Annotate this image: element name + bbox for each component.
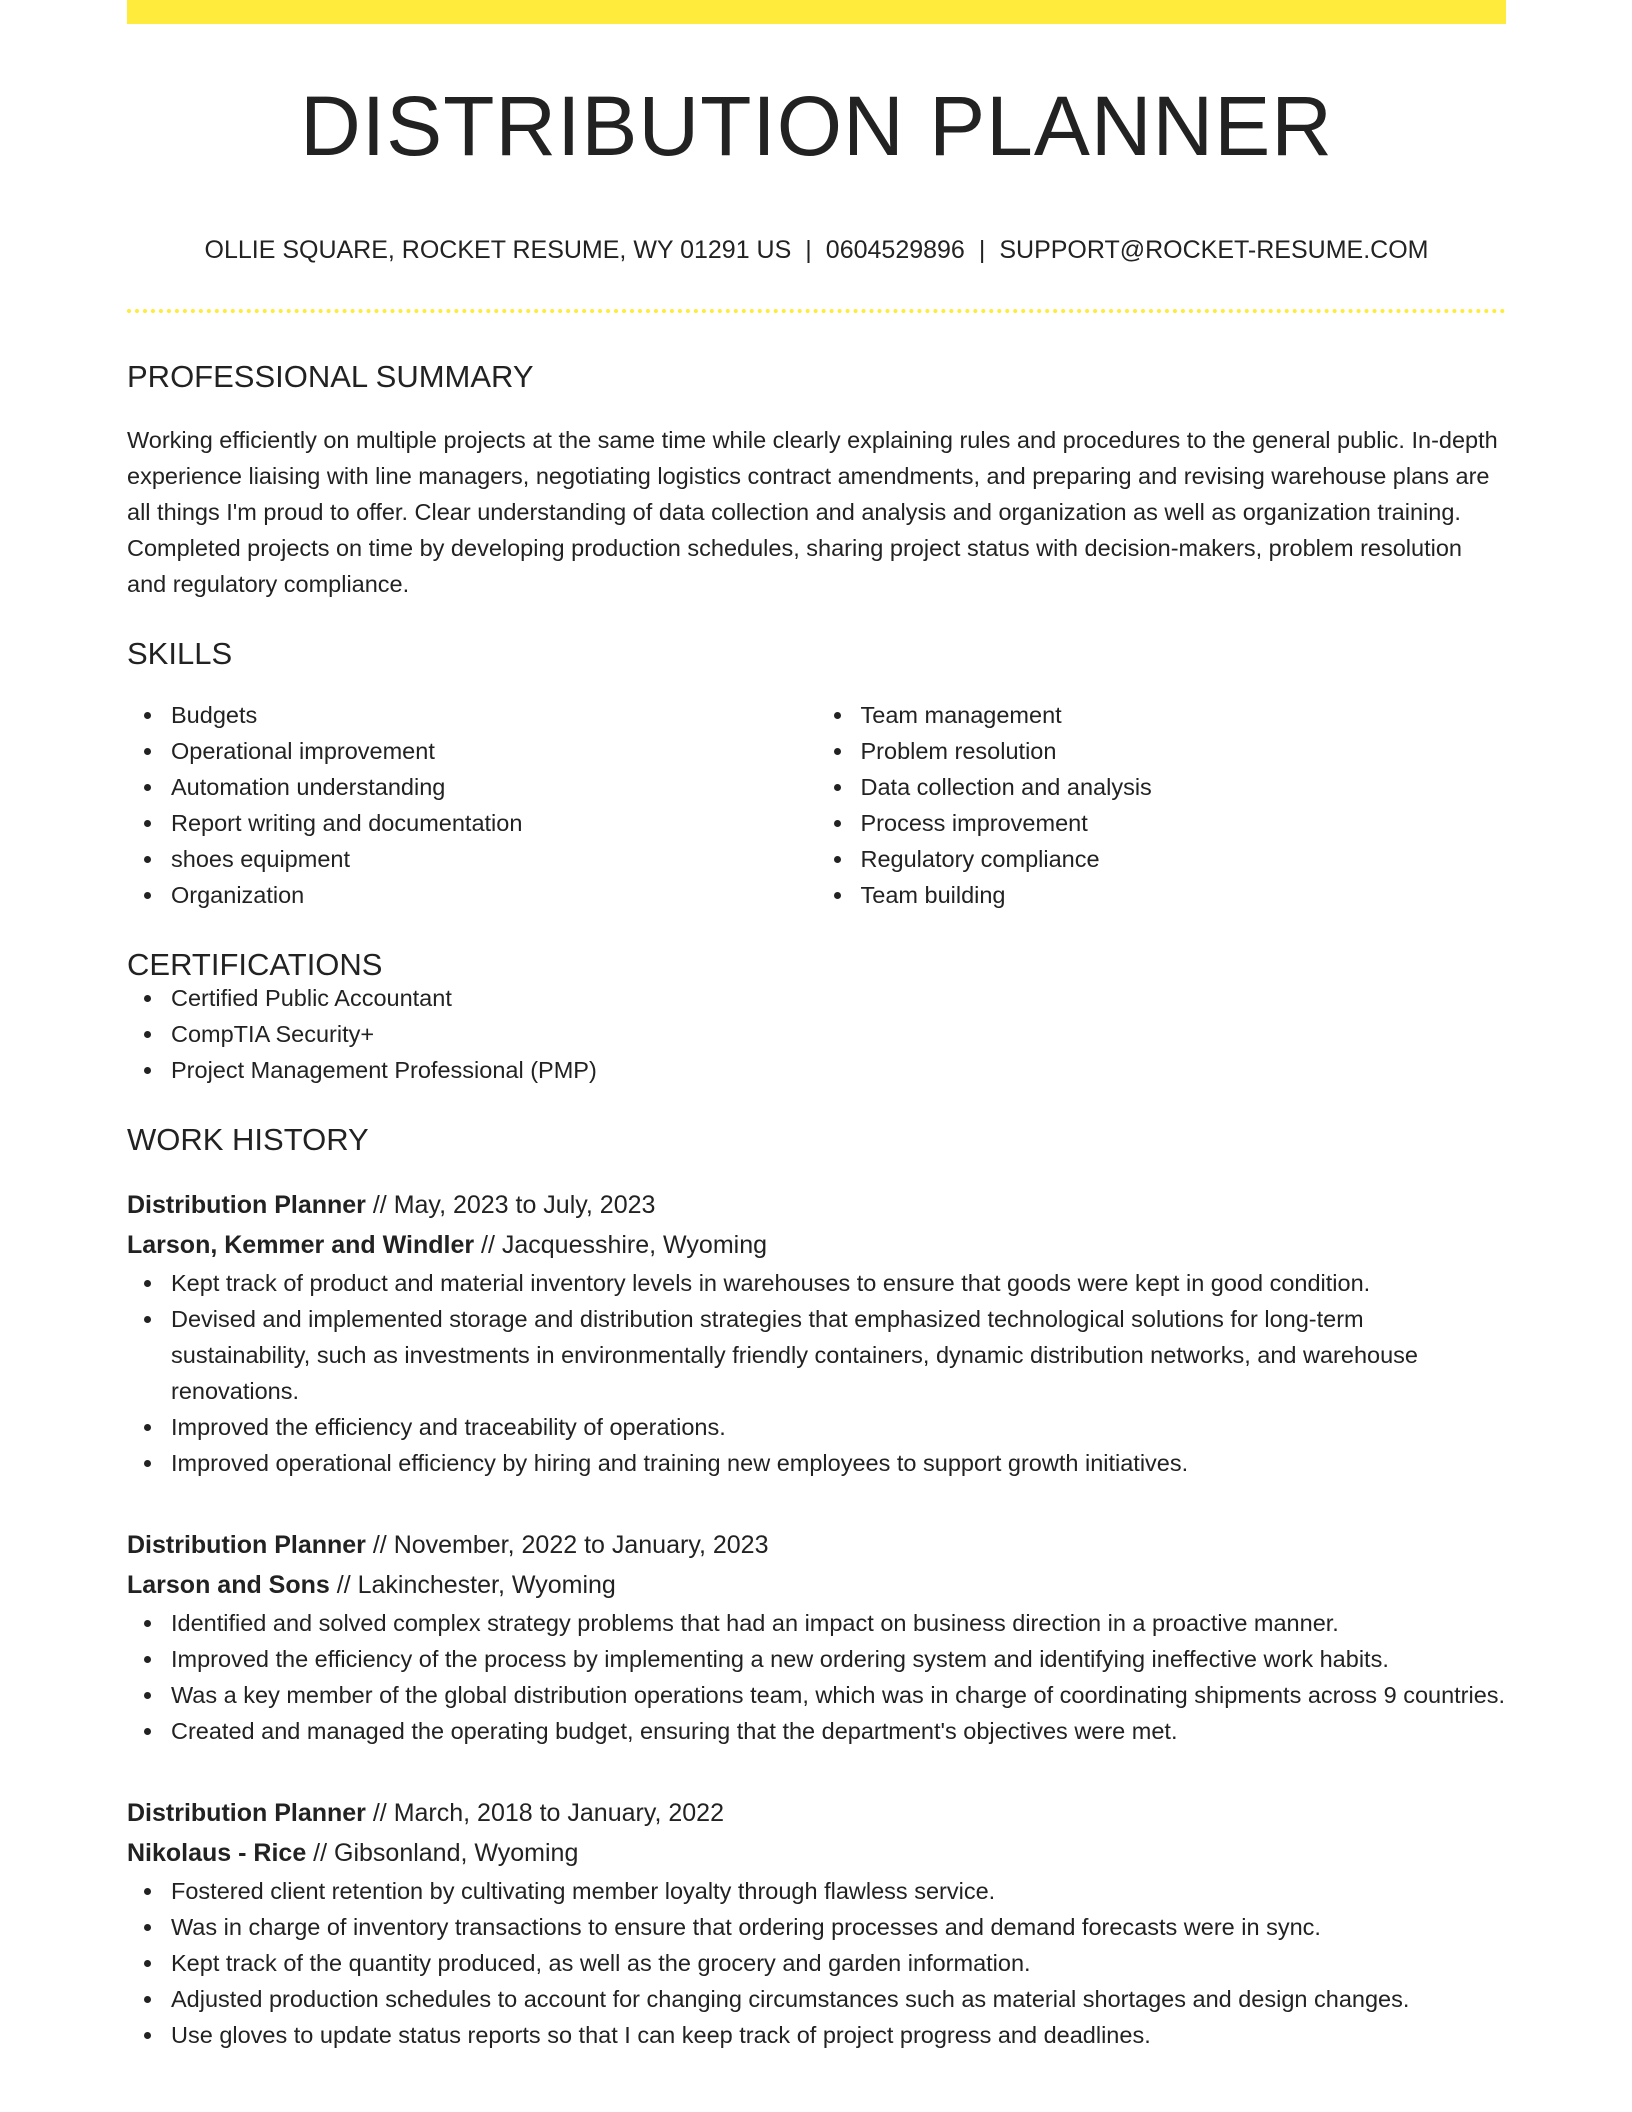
- skill-item: Automation understanding: [171, 769, 817, 805]
- job-bullet: Devised and implemented storage and distribution strategies that emphasized technological solutions for long-term sustainability, such as investments in environmentally friendly containers, dynamic distribution networks, and warehouse renovations.: [171, 1301, 1506, 1409]
- resume-page: [127, 0, 1506, 2053]
- skill-item: shoes equipment: [171, 841, 817, 877]
- certifications-list: [127, 980, 1506, 1088]
- contact-separator: |: [805, 236, 812, 264]
- job-entry: [127, 1525, 1506, 1749]
- job-company: Larson and Sons: [127, 1571, 330, 1599]
- skills-list-right: [817, 697, 1507, 913]
- skill-item: Team management: [861, 697, 1507, 733]
- skill-item: Team building: [861, 877, 1507, 913]
- summary-heading: PROFESSIONAL SUMMARY: [127, 359, 534, 394]
- job-entry: [127, 1185, 1506, 1481]
- resume-name: DISTRIBUTION PLANNER: [300, 79, 1333, 173]
- contact-separator: |: [978, 236, 986, 264]
- job-bullet: Was in charge of inventory transactions to ensure that ordering processes and demand forecasts were in sync.: [171, 1909, 1506, 1945]
- certification-item: Project Management Professional (PMP): [171, 1052, 1506, 1088]
- job-role: Distribution Planner: [127, 1191, 366, 1219]
- job-bullet: Was a key member of the global distribution operations team, which was in charge of coordinating shipments across 9 countries.: [171, 1677, 1506, 1713]
- job-company-line: [127, 1833, 1506, 1873]
- skills-heading: SKILLS: [127, 636, 233, 671]
- job-role: Distribution Planner: [127, 1799, 366, 1827]
- certification-item: CompTIA Security+: [171, 1016, 1506, 1052]
- contact-email: SUPPORT@ROCKET-RESUME.COM: [999, 236, 1429, 264]
- skill-item: Organization: [171, 877, 817, 913]
- job-company-line: [127, 1565, 1506, 1605]
- job-bullet: Adjusted production schedules to account for changing circumstances such as material shortages and design changes.: [171, 1981, 1506, 2017]
- work-history-heading: WORK HISTORY: [127, 1122, 369, 1157]
- contact-line: [127, 235, 1506, 265]
- contact-address: OLLIE SQUARE, ROCKET RESUME, WY 01291 US: [204, 236, 792, 264]
- certifications-heading: CERTIFICATIONS: [127, 947, 383, 982]
- job-entry: [127, 1793, 1506, 2053]
- skill-item: Problem resolution: [861, 733, 1507, 769]
- skill-item: Regulatory compliance: [861, 841, 1507, 877]
- job-bullet: Identified and solved complex strategy problems that had an impact on business direction in a proactive manner.: [171, 1605, 1506, 1641]
- job-company: Nikolaus - Rice: [127, 1839, 307, 1867]
- job-bullet: Created and managed the operating budget, ensuring that the department's objectives were met.: [171, 1713, 1506, 1749]
- contact-phone: 0604529896: [825, 236, 965, 264]
- skill-item: Process improvement: [861, 805, 1507, 841]
- job-dates: // November, 2022 to January, 2023: [365, 1531, 769, 1559]
- skills-column-right: [817, 697, 1507, 913]
- accent-top-bar: [127, 0, 1506, 24]
- job-bullet: Kept track of the quantity produced, as well as the grocery and garden information.: [171, 1945, 1506, 1981]
- job-location: // Gibsonland, Wyoming: [306, 1839, 579, 1867]
- job-bullet: Improved the efficiency and traceability of operations.: [171, 1409, 1506, 1445]
- skill-item: Report writing and documentation: [171, 805, 817, 841]
- job-dates: // May, 2023 to July, 2023: [365, 1191, 656, 1219]
- job-bullet: Kept track of product and material inventory levels in warehouses to ensure that goods were kept in good condition.: [171, 1265, 1506, 1301]
- skills-grid: [127, 697, 1506, 913]
- job-bullet: Fostered client retention by cultivating member loyalty through flawless service.: [171, 1873, 1506, 1909]
- job-bullet: Improved operational efficiency by hiring and training new employees to support growth initiatives.: [171, 1445, 1506, 1481]
- job-company-line: [127, 1225, 1506, 1265]
- skills-list-left: [127, 697, 817, 913]
- skill-item: Operational improvement: [171, 733, 817, 769]
- summary-text: Working efficiently on multiple projects at the same time while clearly explaining rules and procedures to the general public. In-depth experience liaising with line managers, negotiating logistics contract amendments, and preparing and revising warehouse plans are all things I'm proud to offer. Clear understanding of data collection and analysis and organization as well as organization training. Completed projects on time by developing production schedules, sharing project status with decision-makers, problem resolution and regulatory compliance.: [127, 427, 1498, 597]
- job-company: Larson, Kemmer and Windler: [127, 1231, 475, 1259]
- job-location: // Lakinchester, Wyoming: [329, 1571, 616, 1599]
- job-bullet-list: [127, 1605, 1506, 1749]
- job-bullet-list: [127, 1265, 1506, 1481]
- job-bullet: Use gloves to update status reports so that I can keep track of project progress and deadlines.: [171, 2017, 1506, 2053]
- job-title-line: [127, 1185, 1506, 1225]
- skills-column-left: [127, 697, 817, 913]
- job-role: Distribution Planner: [127, 1531, 366, 1559]
- job-bullet: Improved the efficiency of the process by implementing a new ordering system and identifying ineffective work habits.: [171, 1641, 1506, 1677]
- job-bullet-list: [127, 1873, 1506, 2053]
- job-location: // Jacquesshire, Wyoming: [474, 1231, 768, 1259]
- dotted-divider: [127, 309, 1506, 313]
- skill-item: Budgets: [171, 697, 817, 733]
- job-title-line: [127, 1793, 1506, 1833]
- certification-item: Certified Public Accountant: [171, 980, 1506, 1016]
- skill-item: Data collection and analysis: [861, 769, 1507, 805]
- job-dates: // March, 2018 to January, 2022: [365, 1799, 724, 1827]
- job-title-line: [127, 1525, 1506, 1565]
